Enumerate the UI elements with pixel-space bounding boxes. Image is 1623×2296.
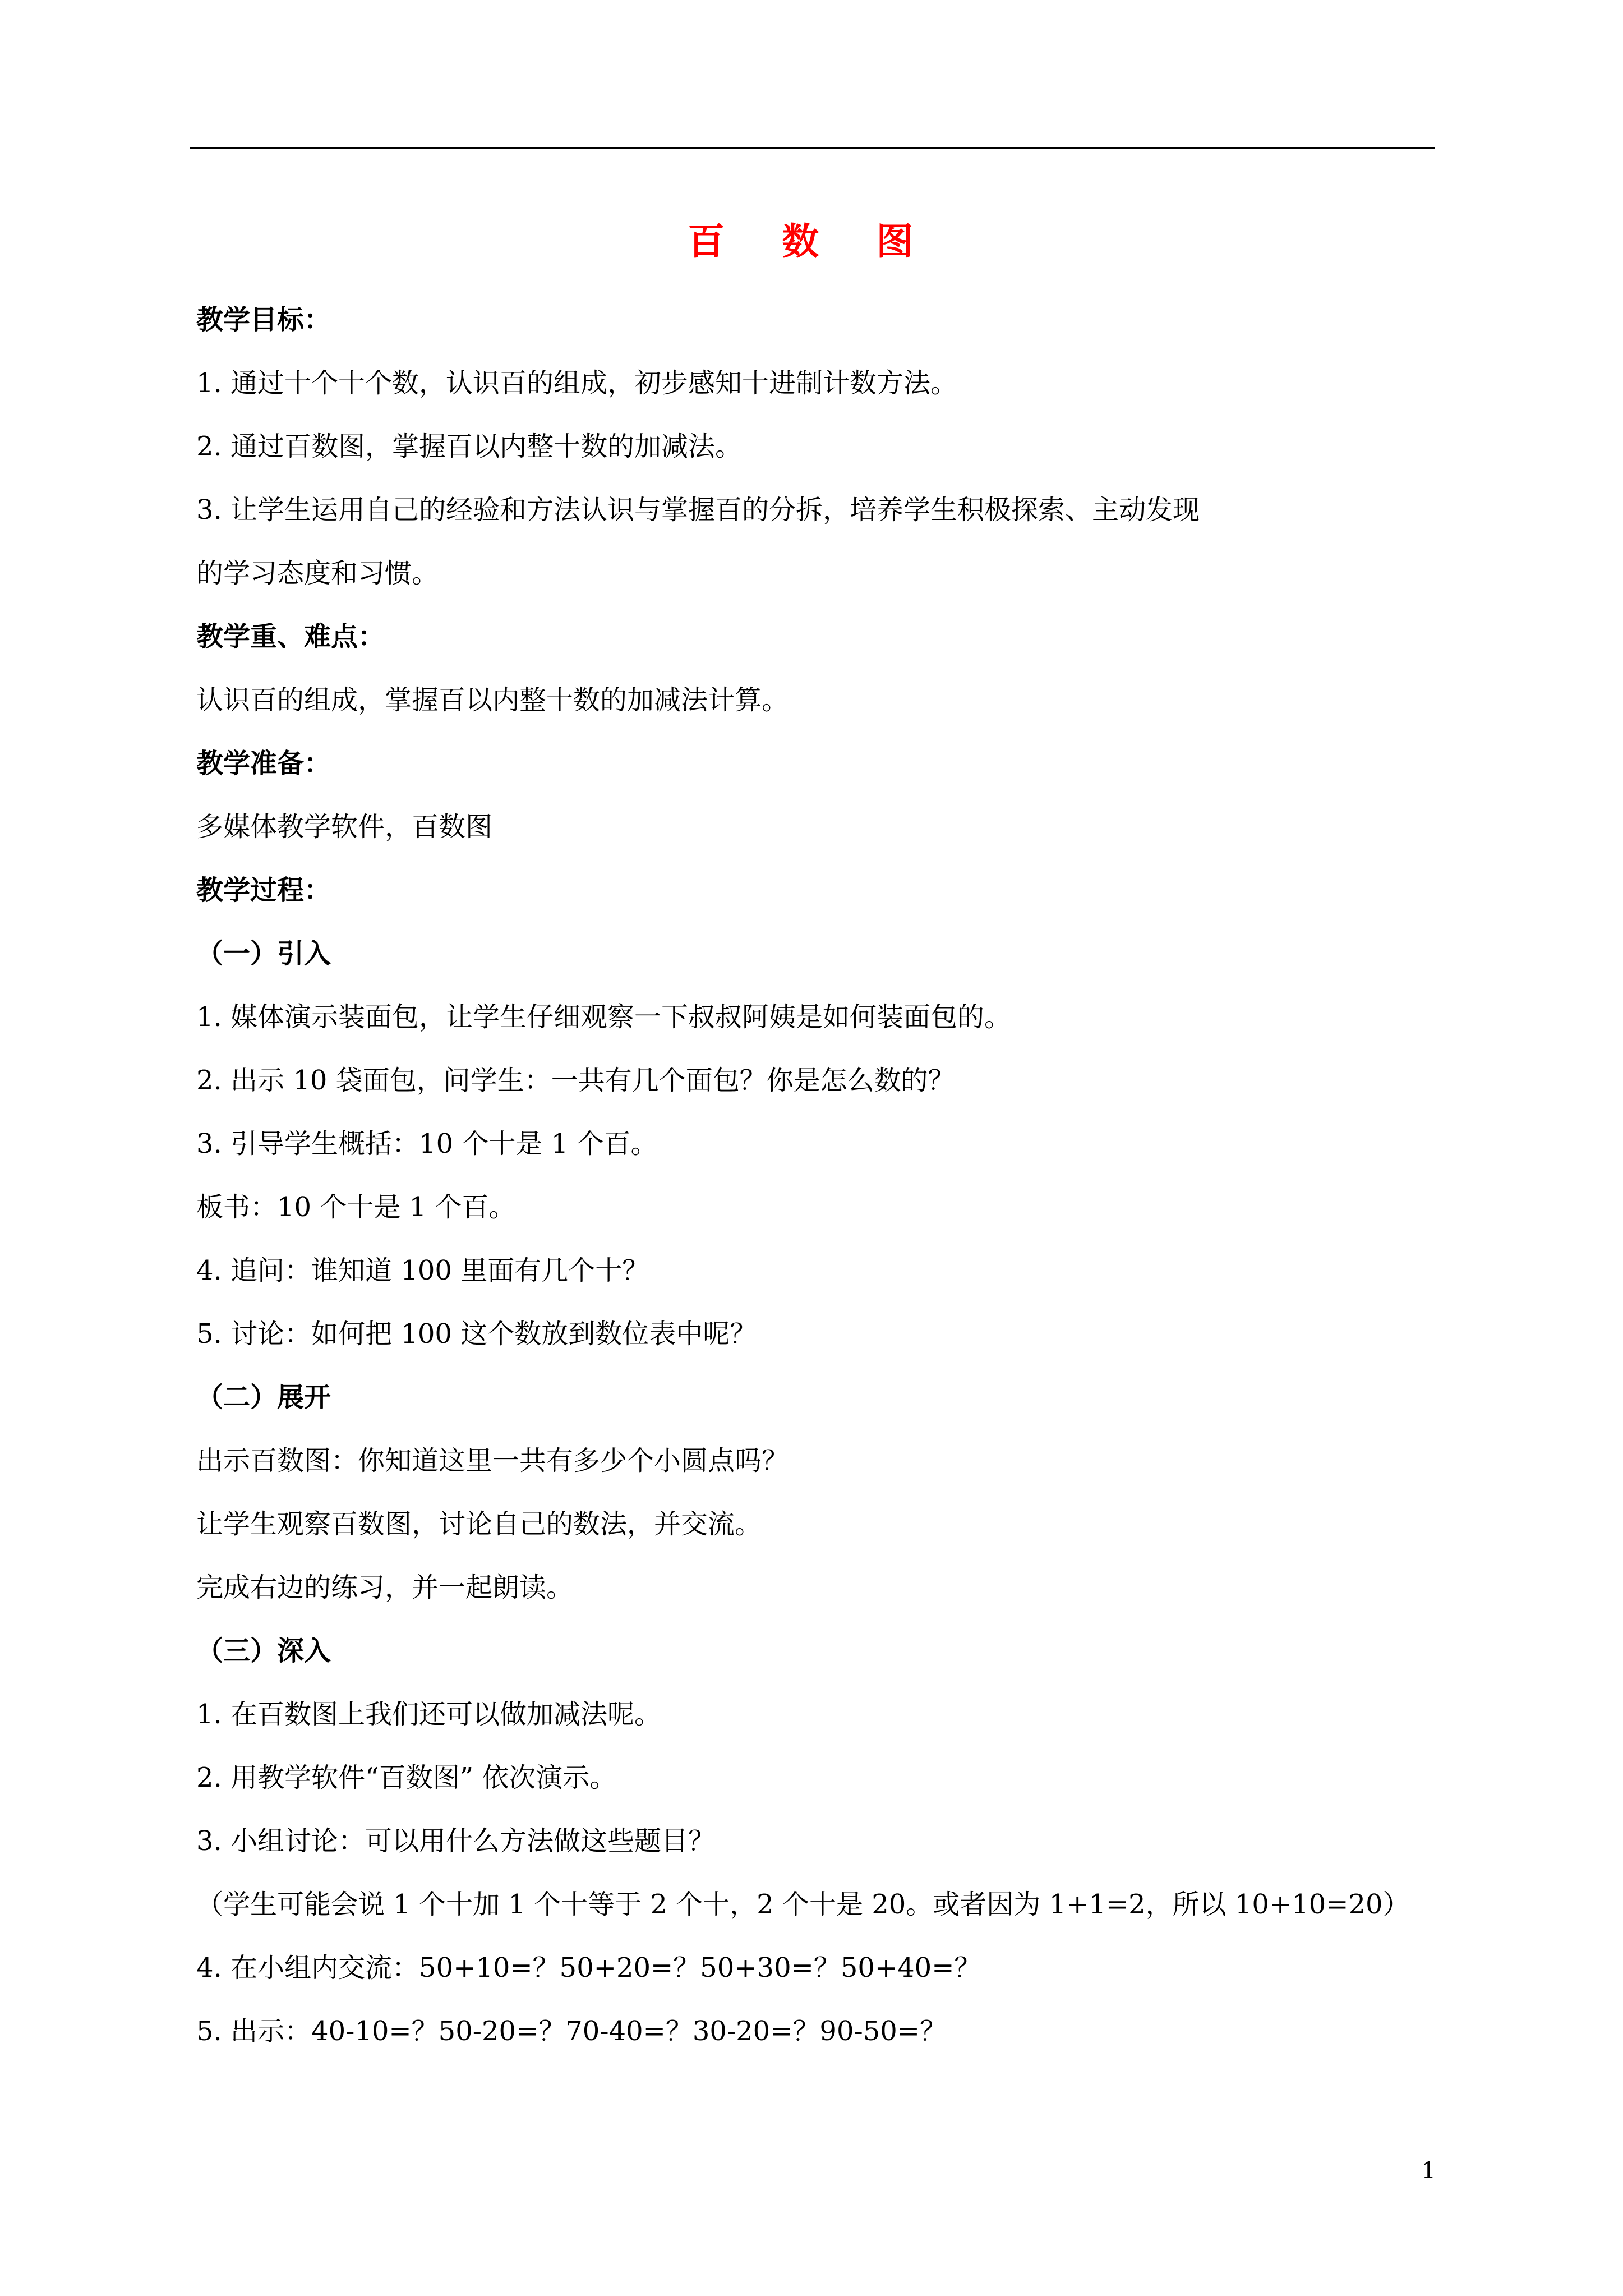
development-line-3: 完成右边的练习，并一起朗读。 bbox=[196, 1572, 574, 1603]
development-line-1: 出示百数图：你知道这里一共有多少个小圆点吗？ bbox=[196, 1445, 789, 1476]
goal-item-1: 1. 通过十个十个数，认识百的组成，初步感知十进制计数方法。 bbox=[196, 367, 958, 399]
deepening-item-2: 2. 用教学软件“百数图” 依次演示。 bbox=[196, 1762, 617, 1793]
heading-key-points: 教学重、难点： bbox=[196, 621, 385, 652]
intro-item-4: 4. 追问：谁知道 100 里面有几个十？ bbox=[196, 1255, 649, 1286]
development-line-2: 让学生观察百数图，讨论自己的数法，并交流。 bbox=[196, 1508, 762, 1540]
goal-item-3-continued: 的学习态度和习惯。 bbox=[196, 558, 439, 589]
page-title: 百 数 图 bbox=[688, 219, 935, 263]
section-introduction: （一）引入 bbox=[196, 938, 331, 969]
intro-board-writing: 板书：10 个十是 1 个百。 bbox=[196, 1191, 516, 1223]
intro-item-2: 2. 出示 10 袋面包，问学生：一共有几个面包？你是怎么数的？ bbox=[196, 1065, 955, 1096]
key-points-text: 认识百的组成，掌握百以内整十数的加减法计算。 bbox=[196, 684, 789, 716]
deepening-note: （学生可能会说 1 个十加 1 个十等于 2 个十，2 个十是 20。或者因为 1+1=2，所以 10+10=20） bbox=[196, 1889, 1410, 1920]
intro-item-5: 5. 讨论：如何把 100 这个数放到数位表中呢？ bbox=[196, 1318, 757, 1350]
section-development: （二）展开 bbox=[196, 1382, 331, 1413]
page-number: 1 bbox=[1421, 2158, 1436, 2184]
heading-preparation: 教学准备： bbox=[196, 748, 331, 779]
heading-process: 教学过程： bbox=[196, 875, 331, 906]
goal-item-3: 3. 让学生运用自己的经验和方法认识与掌握百的分拆，培养学生积极探索、主动发现 bbox=[196, 494, 1200, 526]
deepening-item-3: 3. 小组讨论：可以用什么方法做这些题目？ bbox=[196, 1825, 716, 1857]
deepening-item-1: 1. 在百数图上我们还可以做加减法呢。 bbox=[196, 1699, 662, 1730]
intro-item-3: 3. 引导学生概括：10 个十是 1 个百。 bbox=[196, 1128, 658, 1159]
header-rule bbox=[190, 147, 1435, 149]
preparation-text: 多媒体教学软件，百数图 bbox=[196, 811, 493, 843]
goal-item-2: 2. 通过百数图，掌握百以内整十数的加减法。 bbox=[196, 431, 743, 462]
intro-item-1: 1. 媒体演示装面包，让学生仔细观察一下叔叔阿姨是如何装面包的。 bbox=[196, 1001, 1012, 1033]
deepening-item-5: 5. 出示：40-10=？50-20=？70-40=？30-20=？90-50=？ bbox=[196, 2016, 947, 2047]
section-deepening: （三）深入 bbox=[196, 1635, 331, 1667]
deepening-item-4: 4. 在小组内交流：50+10=？50+20=？50+30=？50+40=？ bbox=[196, 1952, 981, 1984]
heading-teaching-goals: 教学目标： bbox=[196, 304, 331, 335]
